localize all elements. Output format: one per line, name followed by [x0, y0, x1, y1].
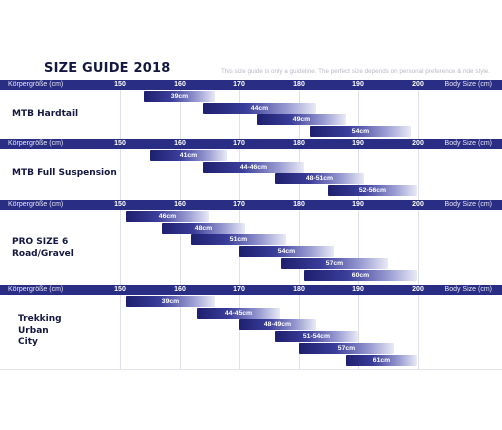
size-section [0, 139, 502, 200]
scale-tick: 160 [174, 286, 186, 293]
frame-size-label: 60cm [351, 272, 370, 279]
frame-size-label: 39cm [170, 93, 189, 100]
size-section [0, 80, 502, 139]
scale-tick: 200 [412, 286, 424, 293]
category-line: Road/Gravel [12, 248, 74, 259]
scale-tick: 180 [293, 140, 305, 147]
category-line: PRO SIZE 6 [12, 237, 69, 247]
frame-size-label: 57cm [337, 345, 356, 352]
scale-label-de: Körpergröße (cm) [8, 81, 64, 88]
frame-size-label: 44cm [250, 105, 269, 112]
size-bar [257, 114, 346, 125]
frame-size-label: 51-54cm [302, 333, 331, 340]
body-size-scale [0, 285, 502, 295]
scale-tick: 180 [293, 81, 305, 88]
frame-size-label: 41cm [179, 152, 198, 159]
page-subtitle: This size guide is only a guideline. The perfect size depends on personal preference & ride style. [220, 68, 490, 75]
grid-line [418, 200, 419, 285]
size-bar [126, 211, 209, 222]
scale-label-en: Body Size (cm) [444, 286, 492, 293]
scale-tick: 200 [412, 81, 424, 88]
size-section [0, 285, 502, 370]
frame-size-label: 48cm [194, 225, 213, 232]
grid-line [299, 200, 300, 285]
size-bar [275, 331, 358, 342]
grid-line [120, 285, 121, 370]
size-bar [203, 103, 316, 114]
frame-size-label: 46cm [158, 213, 177, 220]
size-bar [239, 246, 334, 257]
scale-label-de: Körpergröße (cm) [8, 201, 64, 208]
scale-tick: 190 [352, 140, 364, 147]
scale-tick: 190 [352, 81, 364, 88]
grid-line [418, 285, 419, 370]
category-line: MTB Full Suspension [12, 168, 117, 178]
frame-size-label: 51cm [229, 236, 248, 243]
body-size-scale [0, 139, 502, 149]
category-line: City [18, 337, 38, 347]
size-bar [197, 308, 280, 319]
size-bar [203, 162, 304, 173]
size-bar [144, 91, 215, 102]
scale-label-en: Body Size (cm) [444, 81, 492, 88]
frame-size-label: 57cm [325, 260, 344, 267]
category-label [12, 168, 117, 180]
size-bar [328, 185, 417, 196]
size-bar [191, 234, 286, 245]
size-bar [150, 150, 227, 161]
scale-label-en: Body Size (cm) [444, 201, 492, 208]
scale-tick: 150 [114, 140, 126, 147]
scale-tick: 160 [174, 201, 186, 208]
size-bar [281, 258, 388, 269]
size-bar [346, 355, 417, 366]
scale-label-en: Body Size (cm) [444, 140, 492, 147]
scale-tick: 160 [174, 81, 186, 88]
frame-size-label: 54cm [277, 248, 296, 255]
body-size-scale [0, 200, 502, 210]
frame-size-label: 44-46cm [239, 164, 268, 171]
size-bar [239, 319, 316, 330]
bottom-divider [0, 369, 502, 370]
scale-tick: 190 [352, 286, 364, 293]
category-line: MTB Hardtail [12, 109, 79, 119]
frame-size-label: 61cm [372, 357, 391, 364]
category-label [12, 109, 78, 121]
scale-tick: 150 [114, 81, 126, 88]
scale-tick: 200 [412, 201, 424, 208]
scale-tick: 150 [114, 201, 126, 208]
grid-line [120, 200, 121, 285]
size-bar [126, 296, 215, 307]
scale-tick: 190 [352, 201, 364, 208]
size-bar [310, 126, 411, 137]
category-line: Trekking [18, 314, 62, 324]
scale-tick: 170 [233, 201, 245, 208]
scale-tick: 170 [233, 286, 245, 293]
page-title: SIZE GUIDE 2018 [44, 61, 171, 76]
scale-tick: 150 [114, 286, 126, 293]
scale-tick: 170 [233, 81, 245, 88]
size-bar [304, 270, 417, 281]
body-size-scale [0, 80, 502, 90]
category-label [12, 237, 74, 260]
scale-tick: 170 [233, 140, 245, 147]
size-section [0, 200, 502, 285]
scale-tick: 160 [174, 140, 186, 147]
frame-size-label: 44-45cm [224, 310, 253, 317]
frame-size-label: 52-56cm [358, 187, 387, 194]
size-bar [275, 173, 364, 184]
size-bar [299, 343, 394, 354]
frame-size-label: 54cm [351, 128, 370, 135]
frame-size-label: 48-51cm [305, 175, 334, 182]
category-label [18, 314, 62, 349]
category-line: Urban [18, 325, 49, 336]
scale-tick: 180 [293, 201, 305, 208]
frame-size-label: 48-49cm [263, 321, 292, 328]
scale-tick: 180 [293, 286, 305, 293]
scale-label-de: Körpergröße (cm) [8, 140, 64, 147]
scale-label-de: Körpergröße (cm) [8, 286, 64, 293]
scale-tick: 200 [412, 140, 424, 147]
frame-size-label: 49cm [292, 116, 311, 123]
size-bar [162, 223, 245, 234]
frame-size-label: 39cm [161, 298, 180, 305]
